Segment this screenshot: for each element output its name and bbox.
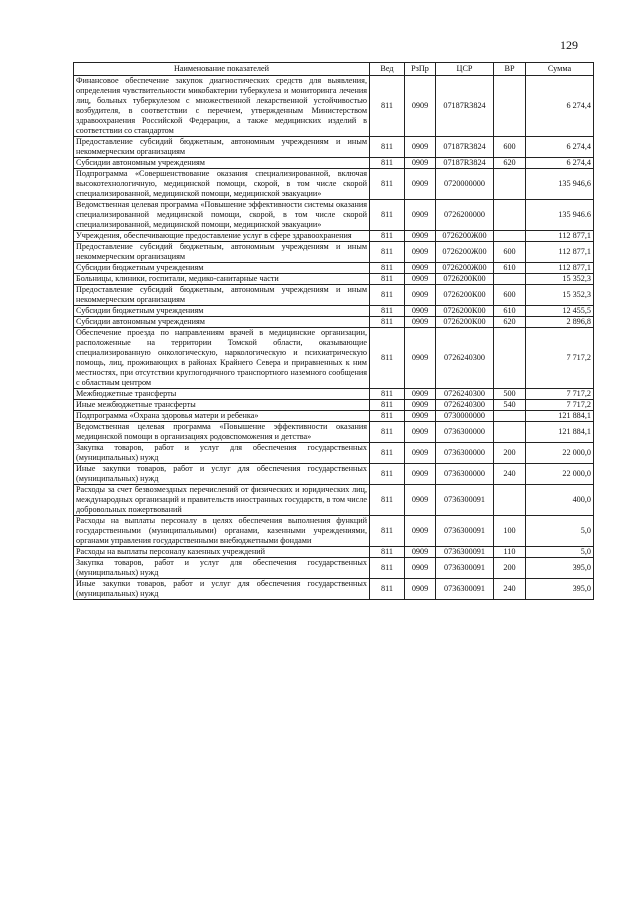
row-sum: 6 274,4 [526,137,594,158]
table-row [74,306,594,317]
table-header-row [74,63,594,76]
table-row [74,317,594,328]
table-row [74,411,594,422]
row-ved: 811 [370,422,405,443]
table-row [74,485,594,516]
row-sum: 6 274,4 [526,158,594,169]
row-ved: 811 [370,485,405,516]
table-row [74,285,594,306]
row-ved: 811 [370,306,405,317]
row-sum: 22 000,0 [526,443,594,464]
row-ved: 811 [370,76,405,137]
row-ved: 811 [370,169,405,200]
row-csr: 0736300091 [436,579,494,600]
row-name: Субсидии автономным учреждениям [74,317,370,328]
row-rzpr: 0909 [405,485,436,516]
row-csr: 0726200Ж00 [436,242,494,263]
row-name: Подпрограмма «Совершенствование оказания специализированной, включая высокотехнологичную, медицинской помощи, скорой, в том числе скорой специализированной, медицинской помощи, медицинской эвакуации» [74,169,370,200]
row-ved: 811 [370,328,405,389]
row-vr: 240 [494,579,526,600]
table-row [74,158,594,169]
row-rzpr: 0909 [405,242,436,263]
row-csr: 0726240300 [436,328,494,389]
row-name: Субсидии бюджетным учреждениям [74,263,370,274]
row-csr: 0726240300 [436,389,494,400]
row-name: Расходы на выплаты персоналу в целях обеспечения выполнения функций государственными (муниципальными) органами, казенными учреждениями, органами управления государственными внебюджетными фондами [74,516,370,547]
row-ved: 811 [370,200,405,231]
row-ved: 811 [370,263,405,274]
table-row [74,400,594,411]
row-sum: 112 877,1 [526,242,594,263]
row-sum: 12 455,5 [526,306,594,317]
row-vr [494,76,526,137]
row-sum: 112 877,1 [526,263,594,274]
row-name: Расходы на выплаты персоналу казенных учреждений [74,547,370,558]
row-sum: 6 274,4 [526,76,594,137]
row-csr: 0736300091 [436,516,494,547]
table-row [74,389,594,400]
table-body [74,76,594,600]
row-name: Межбюджетные трансферты [74,389,370,400]
row-rzpr: 0909 [405,464,436,485]
row-csr: 07187R3824 [436,76,494,137]
row-sum: 135 946,6 [526,169,594,200]
table-row [74,579,594,600]
page-number: 129 [560,38,578,52]
row-name: Субсидии автономным учреждениям [74,158,370,169]
row-ved: 811 [370,389,405,400]
row-ved: 811 [370,579,405,600]
row-sum: 121 884,1 [526,411,594,422]
row-csr: 0726200000 [436,200,494,231]
row-name: Ведомственная целевая программа «Повышение эффективности оказания медицинской помощи в организациях родовспоможения и детства» [74,422,370,443]
row-vr [494,422,526,443]
row-name: Предоставление субсидий бюджетным, автономным учреждениям и иным некоммерческим организациям [74,242,370,263]
row-csr: 0726200Ж00 [436,231,494,242]
row-rzpr: 0909 [405,200,436,231]
row-name: Иные закупки товаров, работ и услуг для обеспечения государственных (муниципальных) нужд [74,579,370,600]
row-vr: 100 [494,516,526,547]
row-ved: 811 [370,558,405,579]
row-sum: 5,0 [526,516,594,547]
row-ved: 811 [370,158,405,169]
table-row [74,464,594,485]
row-vr [494,231,526,242]
row-vr: 620 [494,317,526,328]
row-vr: 200 [494,558,526,579]
row-rzpr: 0909 [405,579,436,600]
row-name: Иные закупки товаров, работ и услуг для обеспечения государственных (муниципальных) нужд [74,464,370,485]
row-vr [494,200,526,231]
row-name: Подпрограмма «Охрана здоровья матери и ребенка» [74,411,370,422]
row-csr: 0726200К00 [436,285,494,306]
row-vr: 240 [494,464,526,485]
row-rzpr: 0909 [405,274,436,285]
table-row [74,137,594,158]
row-rzpr: 0909 [405,137,436,158]
row-ved: 811 [370,137,405,158]
table-row [74,263,594,274]
row-name: Закупка товаров, работ и услуг для обеспечения государственных (муниципальных) нужд [74,443,370,464]
row-name: Расходы за счет безвозмездных перечислений от физических и юридических лиц, международных организаций и правительств иностранных государств, в том числе добровольных пожертвований [74,485,370,516]
row-vr: 620 [494,158,526,169]
header-ved: Вед [370,63,405,76]
row-rzpr: 0909 [405,422,436,443]
row-ved: 811 [370,411,405,422]
row-csr: 0726200К00 [436,306,494,317]
row-sum: 400,0 [526,485,594,516]
row-rzpr: 0909 [405,516,436,547]
header-vr: ВР [494,63,526,76]
row-vr: 500 [494,389,526,400]
row-vr [494,328,526,389]
row-vr [494,274,526,285]
table-row [74,558,594,579]
table-row [74,328,594,389]
row-rzpr: 0909 [405,158,436,169]
row-ved: 811 [370,443,405,464]
row-vr: 600 [494,242,526,263]
row-name: Ведомственная целевая программа «Повышение эффективности системы оказания специализированной медицинской помощи, скорой, в том числе скорой специализированной, медицинской помощи, медицинской эвакуации» [74,200,370,231]
row-sum: 2 896,8 [526,317,594,328]
table-row [74,200,594,231]
row-csr: 0720000000 [436,169,494,200]
row-vr: 540 [494,400,526,411]
row-sum: 7 717,2 [526,389,594,400]
row-sum: 15 352,3 [526,285,594,306]
row-rzpr: 0909 [405,558,436,579]
header-name: Наименование показателей [74,63,370,76]
row-sum: 112 877,1 [526,231,594,242]
table-row [74,516,594,547]
row-rzpr: 0909 [405,76,436,137]
row-vr: 610 [494,263,526,274]
row-rzpr: 0909 [405,317,436,328]
row-vr [494,169,526,200]
row-rzpr: 0909 [405,231,436,242]
table-row [74,169,594,200]
row-name: Иные межбюджетные трансферты [74,400,370,411]
budget-table [73,62,594,600]
row-sum: 5,0 [526,547,594,558]
row-sum: 22 000,0 [526,464,594,485]
row-csr: 0736300091 [436,558,494,579]
row-csr: 0726200К00 [436,317,494,328]
row-rzpr: 0909 [405,169,436,200]
row-rzpr: 0909 [405,400,436,411]
row-sum: 7 717,2 [526,328,594,389]
table-row [74,76,594,137]
row-sum: 395,0 [526,579,594,600]
row-sum: 135 946.6 [526,200,594,231]
row-sum: 395,0 [526,558,594,579]
row-ved: 811 [370,242,405,263]
table-row [74,443,594,464]
row-rzpr: 0909 [405,285,436,306]
row-csr: 07187R3824 [436,137,494,158]
row-csr: 0736300000 [436,443,494,464]
row-ved: 811 [370,317,405,328]
row-csr: 0736300091 [436,485,494,516]
row-name: Учреждения, обеспечивающие предоставление услуг в сфере здравоохранения [74,231,370,242]
row-vr [494,411,526,422]
table-row [74,547,594,558]
row-sum: 121 884,1 [526,422,594,443]
row-name: Больницы, клиники, госпитали, медико-санитарные части [74,274,370,285]
row-vr: 110 [494,547,526,558]
row-sum: 7 717,2 [526,400,594,411]
row-csr: 0726200Ж00 [436,263,494,274]
header-csr: ЦСР [436,63,494,76]
header-sum: Сумма [526,63,594,76]
row-ved: 811 [370,274,405,285]
row-sum: 15 352,3 [526,274,594,285]
row-name: Финансовое обеспечение закупок диагностических средств для выявления, определения чувствительности микобактерии туберкулеза и мониторинга лечения лиц, больных туберкулезом с множественной лекарственной устойчивостью возбудителя, в соответствии с перечнем, утвержденным Министерством здравоохранения Российской Федерации, а также медицинских изделий в соответствии со стандартом [74,76,370,137]
row-csr: 0736300091 [436,547,494,558]
row-ved: 811 [370,231,405,242]
row-ved: 811 [370,285,405,306]
row-name: Субсидии бюджетным учреждениям [74,306,370,317]
row-ved: 811 [370,516,405,547]
row-rzpr: 0909 [405,306,436,317]
row-rzpr: 0909 [405,263,436,274]
row-csr: 0736300000 [436,464,494,485]
row-rzpr: 0909 [405,411,436,422]
row-ved: 811 [370,464,405,485]
table-row [74,231,594,242]
row-rzpr: 0909 [405,389,436,400]
row-csr: 07187R3824 [436,158,494,169]
row-vr: 610 [494,306,526,317]
row-vr: 600 [494,285,526,306]
row-ved: 811 [370,547,405,558]
row-ved: 811 [370,400,405,411]
header-rzpr: РзПр [405,63,436,76]
table-row [74,274,594,285]
row-name: Обеспечение проезда по направлениям врачей в медицинские организации, расположенные на территории Томской области, оказывающие специализированную онкологическую, наркологическую и психиатрическую помощь, лиц, проживающих в районах Крайнего Севера и приравненных к ним местностях, при отсутствии круглогодичного транспортного наземного сообщения с областным центром [74,328,370,389]
row-vr: 600 [494,137,526,158]
row-name: Предоставление субсидий бюджетным, автономным учреждениям и иным некоммерческим организациям [74,137,370,158]
row-csr: 0730000000 [436,411,494,422]
row-rzpr: 0909 [405,328,436,389]
table-row [74,242,594,263]
row-name: Закупка товаров, работ и услуг для обеспечения государственных (муниципальных) нужд [74,558,370,579]
row-csr: 0736300000 [436,422,494,443]
row-rzpr: 0909 [405,443,436,464]
row-vr [494,485,526,516]
row-name: Предоставление субсидий бюджетным, автономным учреждениям и иным некоммерческим организациям [74,285,370,306]
row-vr: 200 [494,443,526,464]
row-rzpr: 0909 [405,547,436,558]
table-row [74,422,594,443]
row-csr: 0726240300 [436,400,494,411]
row-csr: 0726200К00 [436,274,494,285]
